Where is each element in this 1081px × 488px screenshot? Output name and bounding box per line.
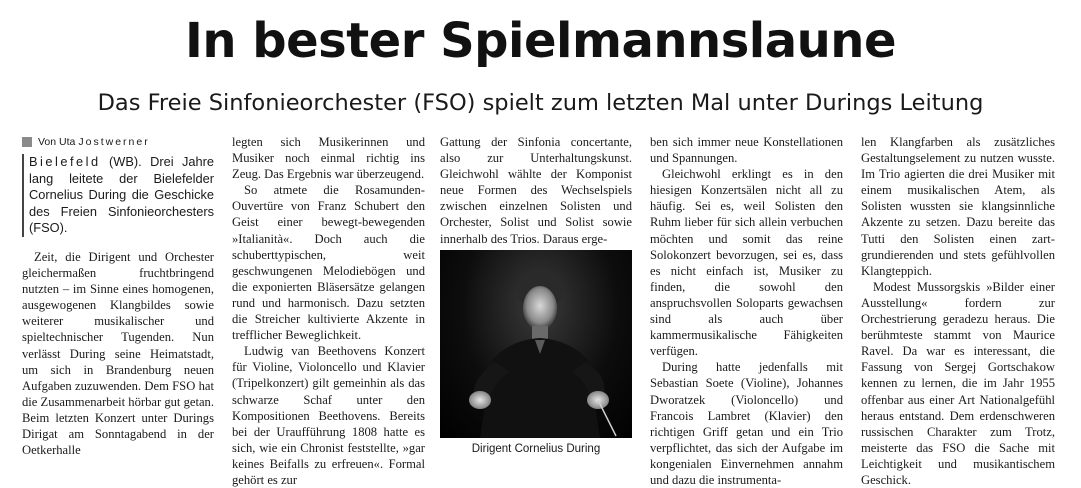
paragraph: Ludwig van Beethovens Konzert für Violine, Violoncello und Klavier (Tripelkonzert) gilt gemeinhin als das schwarze Schaf unter den Kompositionen Beethovens. Bereits bei der Uraufführung 1808 hatte es sich, wie ein Chronist feststellte, »gar keines Beifalls zu erfreuen«. Formal gehört es zur [232,344,425,487]
byline [22,134,214,150]
paragraph: legten sich Musikerinnen und Musiker noch einmal richtig ins Zeug. Das Ergebnis war überzeugend. [232,135,425,182]
paragraph: So atmete die Rosamunden-Ouvertüre von Franz Schubert den Geist einer bewegt-bewegenden »Italianità«. Doch auch die schuberttypischen, weit geschwungenen Melodiebögen und die exponierten Bläsersätze gelangen rund und harmonisch. Dazu setzten die Streicher kultivierte Akzente in trefflicher Beweglichkeit. [232,183,425,343]
lead-paragraph [22,154,214,237]
paragraph: Gattung der Sinfonia concertante, also zur Unterhaltungskunst. Gleichwohl wählte der Komponist neue Formen des Wechselspiels zwischen einzelnen Solisten und Orchester, Solist und Solist sowie innerhalb des Trios. Daraus erge- [440,135,632,246]
column-body-1 [22,249,214,458]
lead-place: Bielefeld [29,154,101,169]
byline-marker-icon [22,137,32,147]
lead-text: (WB). Drei Jahre lang leitete der Bielefelder Cornelius During die Geschicke des Freien Sinfonieorchesters (FSO). [29,154,214,236]
subheadline: Das Freie Sinfonieorchester (FSO) spielt zum letzten Mal unter Durings Leitung [97,90,984,116]
byline-prefix: Von Uta [38,136,76,148]
paragraph: During hatte jedenfalls mit Sebastian Soete (Violine), Johannes Dworatzek (Violoncello) und Francois Lambret (Klavier) den richtigen Griff getan und ein Trio verpflichtet, das sich der Aufgabe im kongenialen Einvernehmen annahm und dazu die instrumenta- [650,360,843,487]
article-column-2 [232,134,425,487]
byline-author: Jostwerner [78,136,150,148]
paragraph: ben sich immer neue Konstellationen und Spannungen. [650,135,843,166]
article-column-3 [440,134,632,246]
headline: In bester Spielmannslaune [184,13,897,69]
article-column-1 [22,134,214,472]
article-column-4 [650,134,843,487]
paragraph: len Klangfarben als zusätzliches Gestaltungselement zu nutzen wusste. Im Trio agierten die drei Musiker mit einem musikalischen Atem, als Solisten wussten sie klangsinnliche Akzente zu setzen. Dazu bereite das Tutti den Solisten einen zart-grundierenden und stets gefühlvollen Klangteppich. [861,135,1055,278]
photo-caption: Dirigent Cornelius During [471,443,601,455]
article-column-5 [861,134,1055,487]
conductor-photo [440,250,632,438]
paragraph: Modest Mussorgskis »Bilder einer Ausstellung« fordern zur Orchestrierung geradezu heraus. Die berühmteste stammt von Maurice Ravel. Da war es interessant, die Fassung von Sergej Gortschakow kennen zu lernen, die im Jahr 1955 offenbar aus einer Art Nationalgefühl heraus entstand. Dem erdenschweren russischen Charakter zum Trotz, meisterte das FSO die Sache mit Leichtigkeit und musikantischem Geschick. [861,279,1055,487]
paragraph: Zeit, die Dirigent und Orchester gleichermaßen fruchtbringend nutzten – im Sinne eines homogenen, ausgewogenen Klangbildes sowie weiterer musikalischer und spieltechnischer Tugenden. Nun verlässt During seine Heimatstadt, um sich in Brandenburg neuen Aufgaben zuzuwenden. Dem FSO hat die Zusammenarbeit hörbar gut getan. Beim letzten Konzert unter Durings Dirigat am Sonntagabend in der Oetkerhalle [22,249,214,458]
paragraph: Gleichwohl erklingt es in den hiesigen Konzertsälen nicht all zu häufig. Sei es, weil Solisten den Ruhm lieber für sich allein verbuchen möchten und somit das reine Solokonzert bevorzugen, sei es, dass es nicht einfach ist, Musiker zu finden, die sowohl den anspruchsvollen Soloparts gewachsen sind als auch über kammermusikalische Fähigkeiten verfügen. [650,167,843,359]
conductor-silhouette-icon [440,250,632,438]
